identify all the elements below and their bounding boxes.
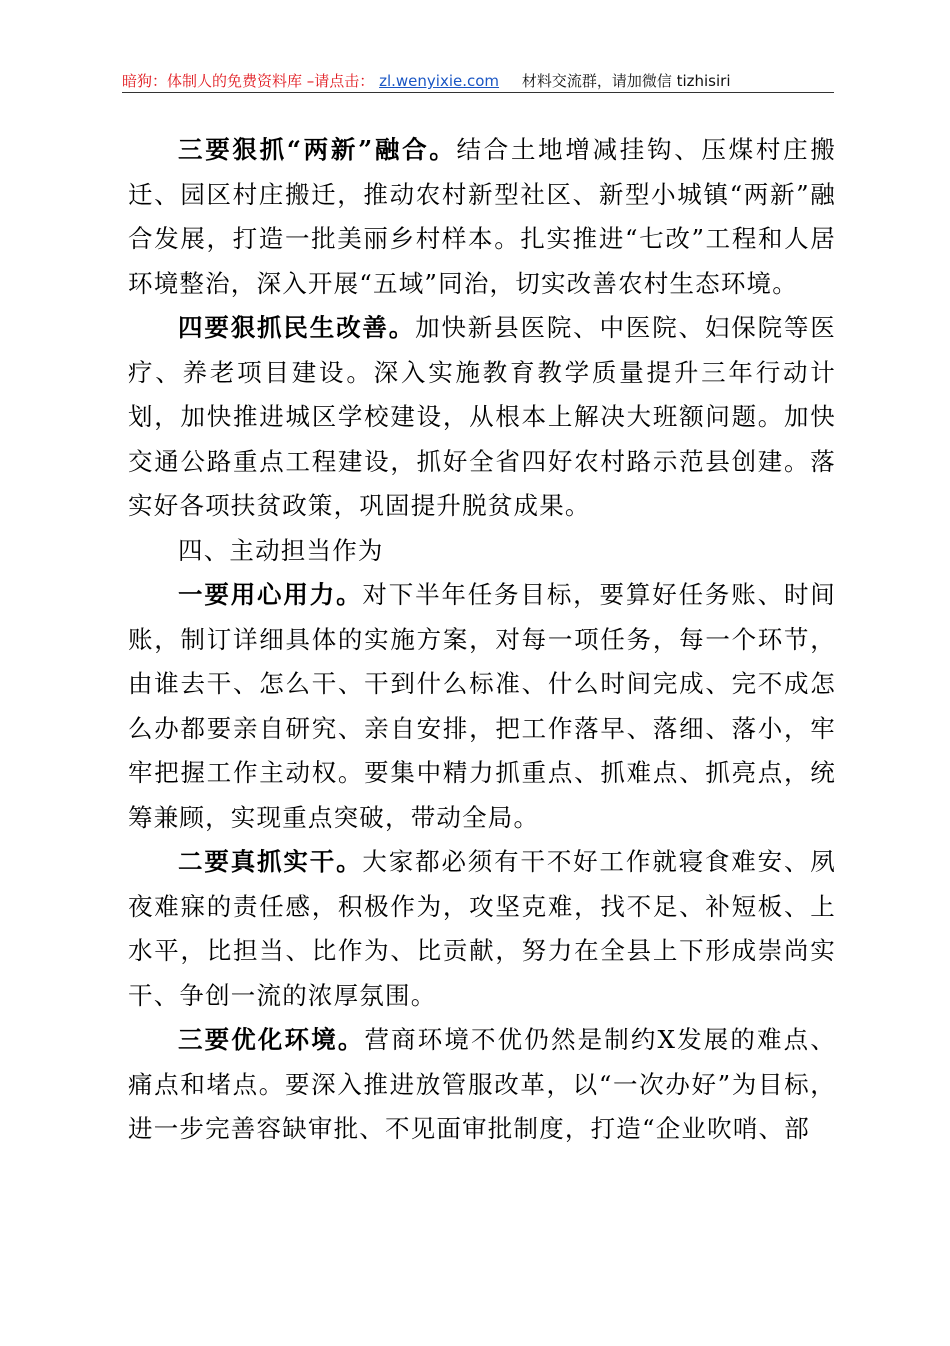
paragraph-text: 对下半年任务目标，要算好任务账、时间账，制订详细具体的实施方案，对每一项任务，每一个环节，由谁去干、怎么干、干到什么标准、什么时间完成、完不成怎么办都要亲自研究、亲自安排，把工作落早、落细、落小，牢牢把握工作主动权。要集中精力抓重点、抓难点、抓亮点，统筹兼顾，实现重点突破，带动全局。 — [128, 580, 836, 832]
header-link[interactable]: zl.wenyixie.com — [379, 72, 500, 90]
paragraph-livelihood — [128, 306, 836, 529]
paragraph-lead: 二要真抓实干。 — [178, 847, 363, 876]
paragraph-text: 结合土地增减挂钩、压煤村庄搬迁、园区村庄搬迁，推动农村新型社区、新型小城镇“两新”融合发展，打造一批美丽乡村样本。扎实推进“七改”工程和人居环境整治，深入开展“五域”同治，切实改善农村生态环境。 — [128, 135, 836, 298]
paragraph-lead: 三要优化环境。 — [178, 1025, 365, 1054]
paragraph-effort — [128, 573, 836, 840]
paragraph-lead: 三要狠抓“两新”融合。 — [178, 135, 457, 164]
document-body — [128, 128, 836, 1152]
paragraph-lead: 四要狠抓民生改善。 — [178, 313, 416, 342]
header-contact: 材料交流群，请加微信 tizhisiri — [521, 72, 731, 90]
header-prompt: –请点击： — [306, 72, 375, 90]
header-title: 暗狗：体制人的免费资料库 — [122, 72, 303, 90]
section-heading: 四、主动担当作为 — [178, 535, 384, 565]
paragraph-text: 大家都必须有干不好工作就寝食难安、夙夜难寐的责任感，积极作为，攻坚克难，找不足、补短板、上水平，比担当、比作为、比贡献，努力在全县上下形成崇尚实干、争创一流的浓厚氛围。 — [128, 847, 836, 1010]
page-header — [122, 70, 834, 93]
paragraph-text: 营商环境不优仍然是制约X发展的难点、痛点和堵点。要深入推进放管服改革，以“一次办好”为目标，进一步完善容缺审批、不见面审批制度，打造“企业吹哨、部 — [128, 1025, 836, 1143]
paragraph-text: 加快新县医院、中医院、妇保院等医疗、养老项目建设。深入实施教育教学质量提升三年行动计划，加快推进城区学校建设，从根本上解决大班额问题。加快交通公路重点工程建设，抓好全省四好农村路示范县创建。落实好各项扶贫政策，巩固提升脱贫成果。 — [128, 313, 836, 520]
paragraph-environment — [128, 1018, 836, 1152]
paragraph-lead: 一要用心用力。 — [178, 580, 363, 609]
paragraph-practical — [128, 840, 836, 1018]
paragraph-two-new — [128, 128, 836, 306]
